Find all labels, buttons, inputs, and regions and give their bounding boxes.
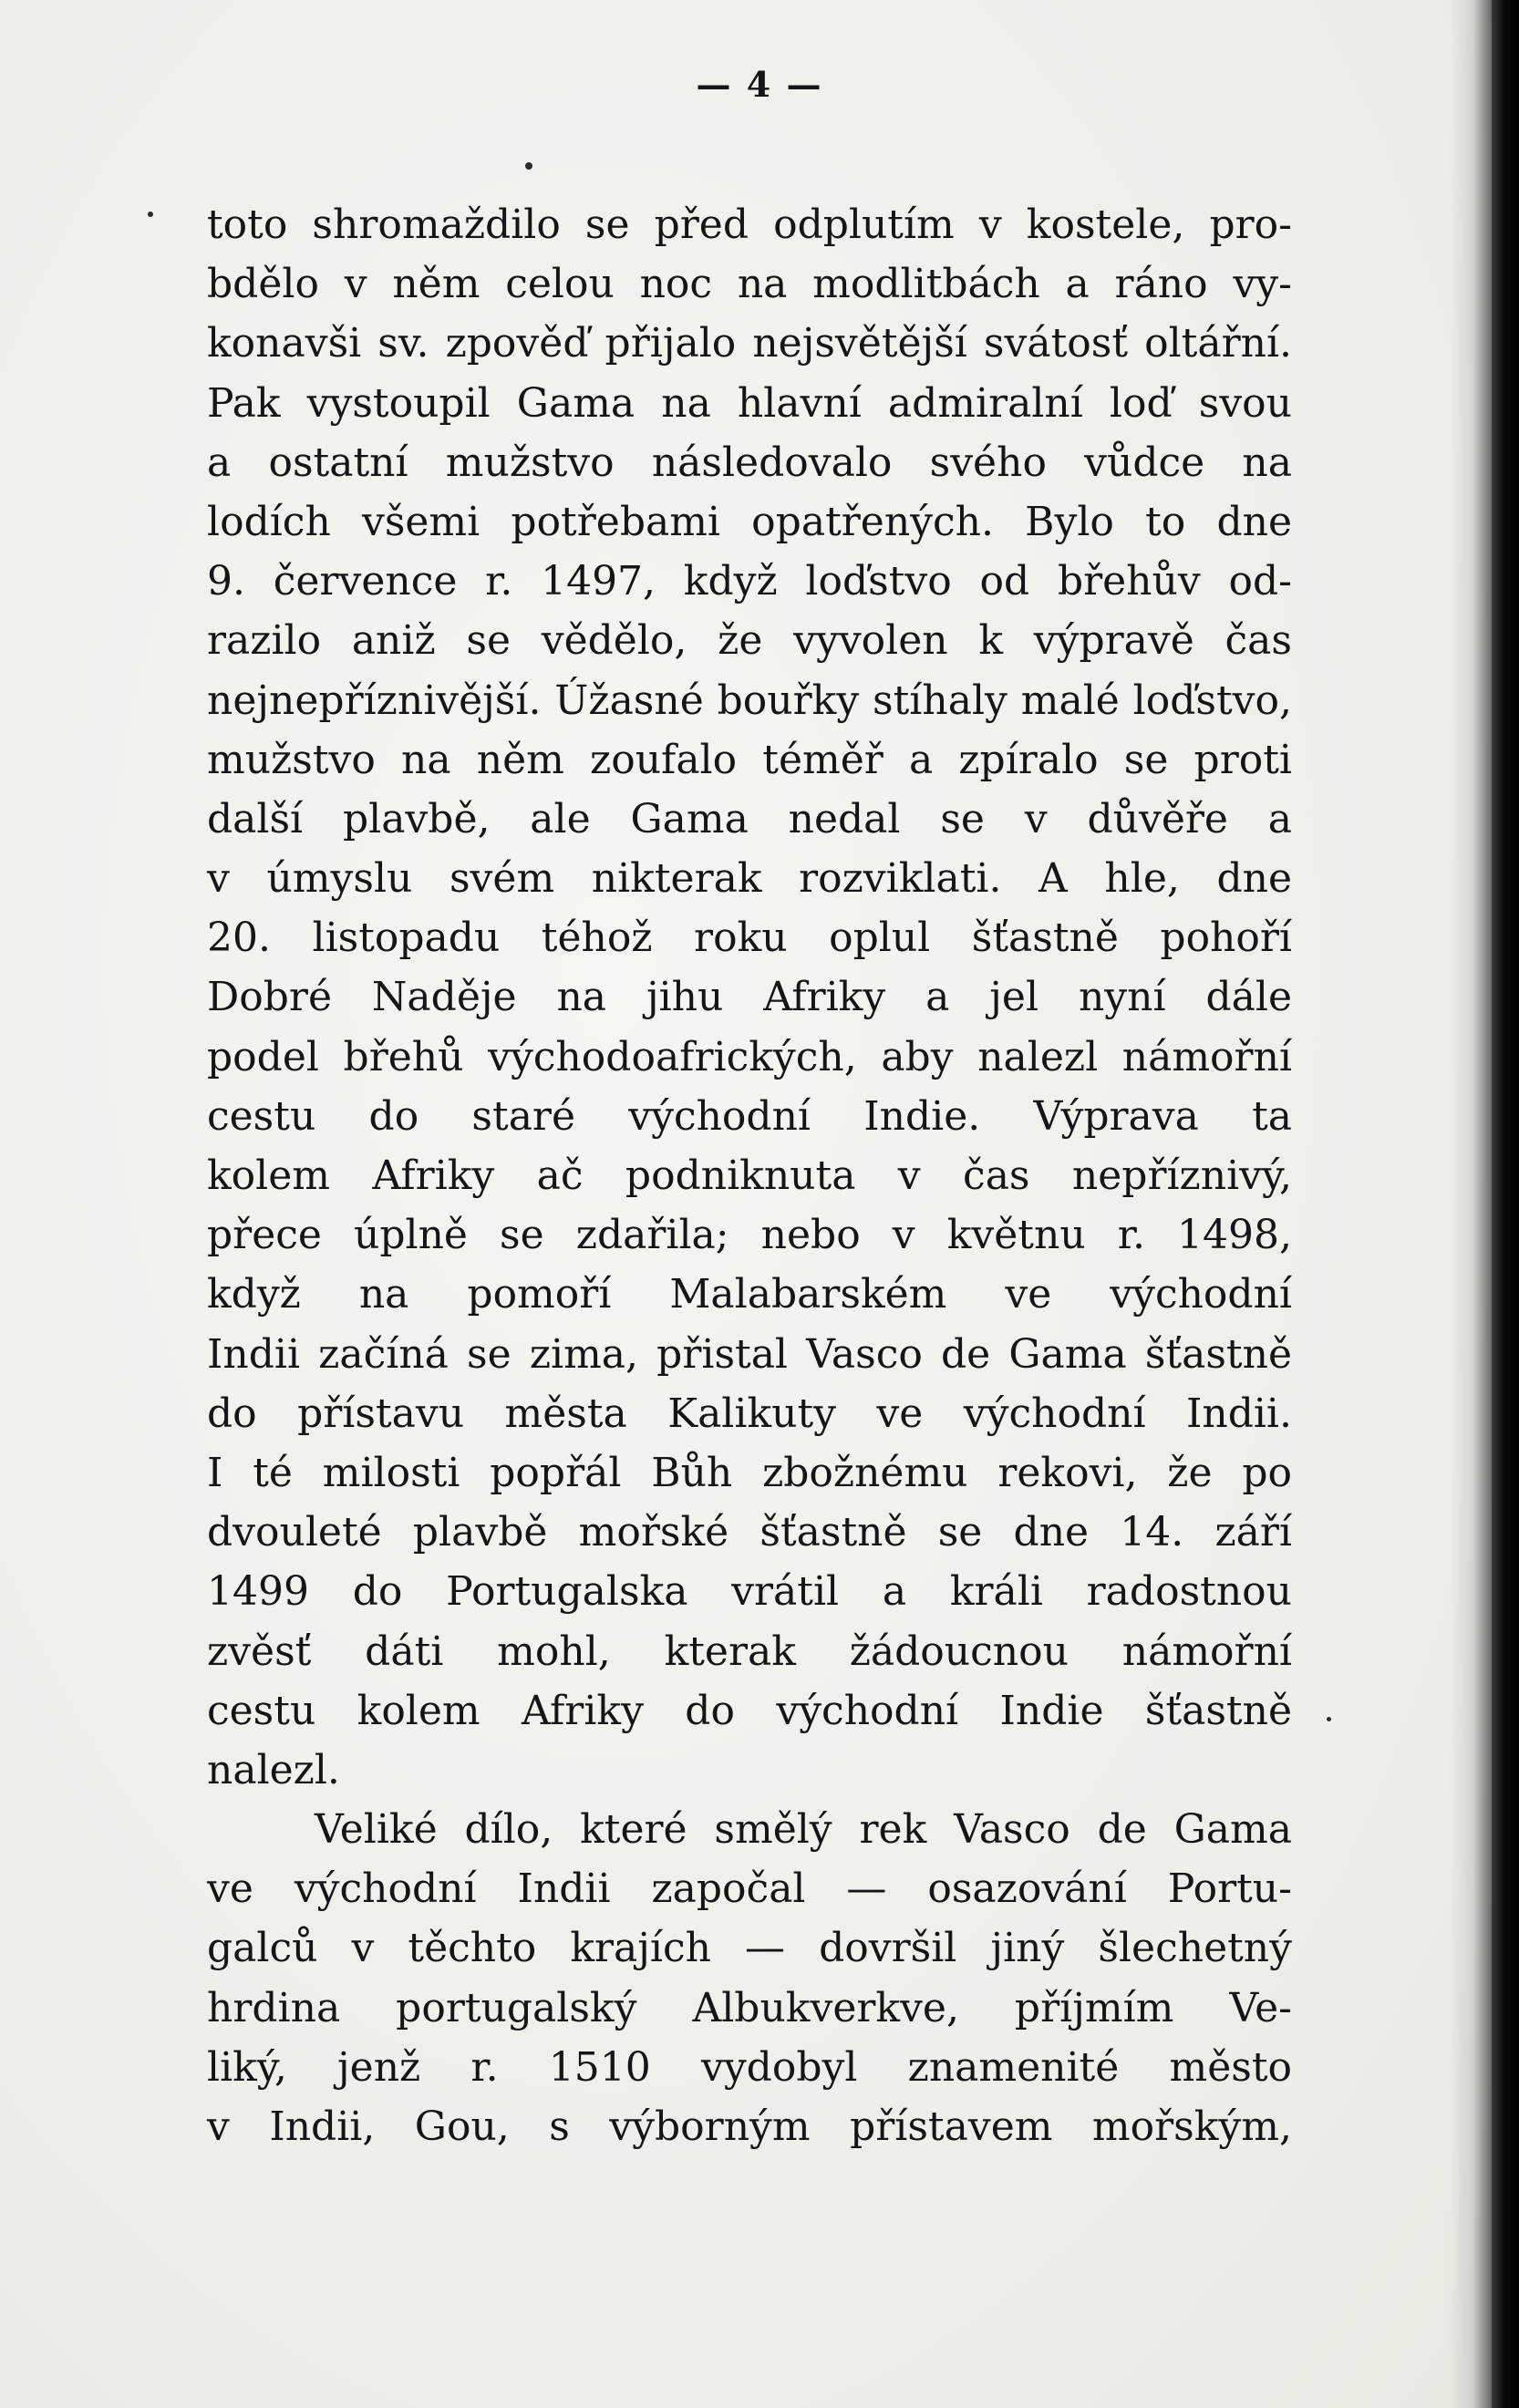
- text-line: ve východní Indii započal — osazování Portu-: [207, 1865, 1292, 1913]
- paragraph-start-line: Veliké dílo, které smělý rek Vasco de Gama: [315, 1806, 1292, 1854]
- page-number: — 4 —: [696, 64, 823, 105]
- text-line: cestu do staré východní Indie. Výprava ta: [207, 1092, 1292, 1140]
- book-binding-edge: [1492, 0, 1519, 2408]
- text-line: Dobré Naděje na jihu Afriky a jel nyní dále: [207, 974, 1292, 1021]
- text-line: Pak vystoupil Gama na hlavní admiralní loď svou: [207, 379, 1292, 427]
- body-text: [207, 195, 1292, 2156]
- text-line: do přístavu města Kalikuty ve východní Indii.: [207, 1390, 1292, 1437]
- text-line: podel břehů východoafrických, aby nalezl námořní: [207, 1033, 1292, 1080]
- text-line: zvěsť dáti mohl, kterak žádoucnou námořní: [207, 1628, 1292, 1675]
- text-line: galců v těchto krajích — dovršil jiný šlechetný: [207, 1925, 1292, 1972]
- text-line: 20. listopadu téhož roku oplul šťastně pohoří: [207, 915, 1292, 962]
- text-line: I té milosti popřál Bůh zbožnému rekovi, že po: [207, 1449, 1292, 1496]
- text-line: razilo aniž se vědělo, že vyvolen k výpravě čas: [207, 617, 1292, 665]
- text-line: konavši sv. zpověď přijalo nejsvětější svátosť oltářní.: [207, 320, 1292, 367]
- paragraph-end-line: nalezl.: [207, 1746, 340, 1793]
- text-line: nejnepříznivější. Úžasné bouřky stíhaly malé loďstvo,: [207, 677, 1292, 724]
- text-line: v Indii, Gou, s výborným přístavem mořským,: [207, 2103, 1292, 2150]
- text-line: v úmyslu svém nikterak rozviklati. A hle, dne: [207, 855, 1292, 903]
- text-line: Indii začíná se zima, přistal Vasco de Gama šťastně: [207, 1330, 1292, 1378]
- binding-shadow: [1450, 0, 1492, 2408]
- text-line: toto shromaždilo se před odplutím v kostele, pro-: [207, 202, 1292, 248]
- text-line: liký, jenž r. 1510 vydobyl znamenité město: [207, 2043, 1292, 2091]
- print-speck: [525, 162, 532, 170]
- text-line: cestu kolem Afriky do východní Indie šťastně: [207, 1687, 1292, 1734]
- print-speck: [1327, 1717, 1331, 1721]
- text-line: hrdina portugalský Albukverkve, příjmím Ve-: [207, 1984, 1292, 2031]
- text-line: bdělo v něm celou noc na modlitbách a ráno vy-: [207, 261, 1292, 308]
- text-line: kolem Afriky ač podniknuta v čas nepříznivý,: [207, 1152, 1292, 1199]
- text-line: dvouleté plavbě mořské šťastně se dne 14. září: [207, 1509, 1292, 1556]
- text-line: když na pomoří Malabarském ve východní: [207, 1271, 1292, 1318]
- text-line: a ostatní mužstvo následovalo svého vůdce na: [207, 439, 1292, 486]
- print-speck: [148, 212, 153, 217]
- text-line: lodích všemi potřebami opatřených. Bylo to dne: [207, 498, 1292, 545]
- text-line: 1499 do Portugalska vrátil a králi radostnou: [207, 1568, 1292, 1616]
- text-line: 9. července r. 1497, když loďstvo od břehův od-: [207, 558, 1292, 605]
- text-line: mužstvo na něm zoufalo téměř a zpíralo se proti: [207, 736, 1292, 783]
- text-line: další plavbě, ale Gama nedal se v důvěře a: [207, 795, 1292, 842]
- text-line: přece úplně se zdařila; nebo v květnu r. 1498,: [207, 1212, 1292, 1259]
